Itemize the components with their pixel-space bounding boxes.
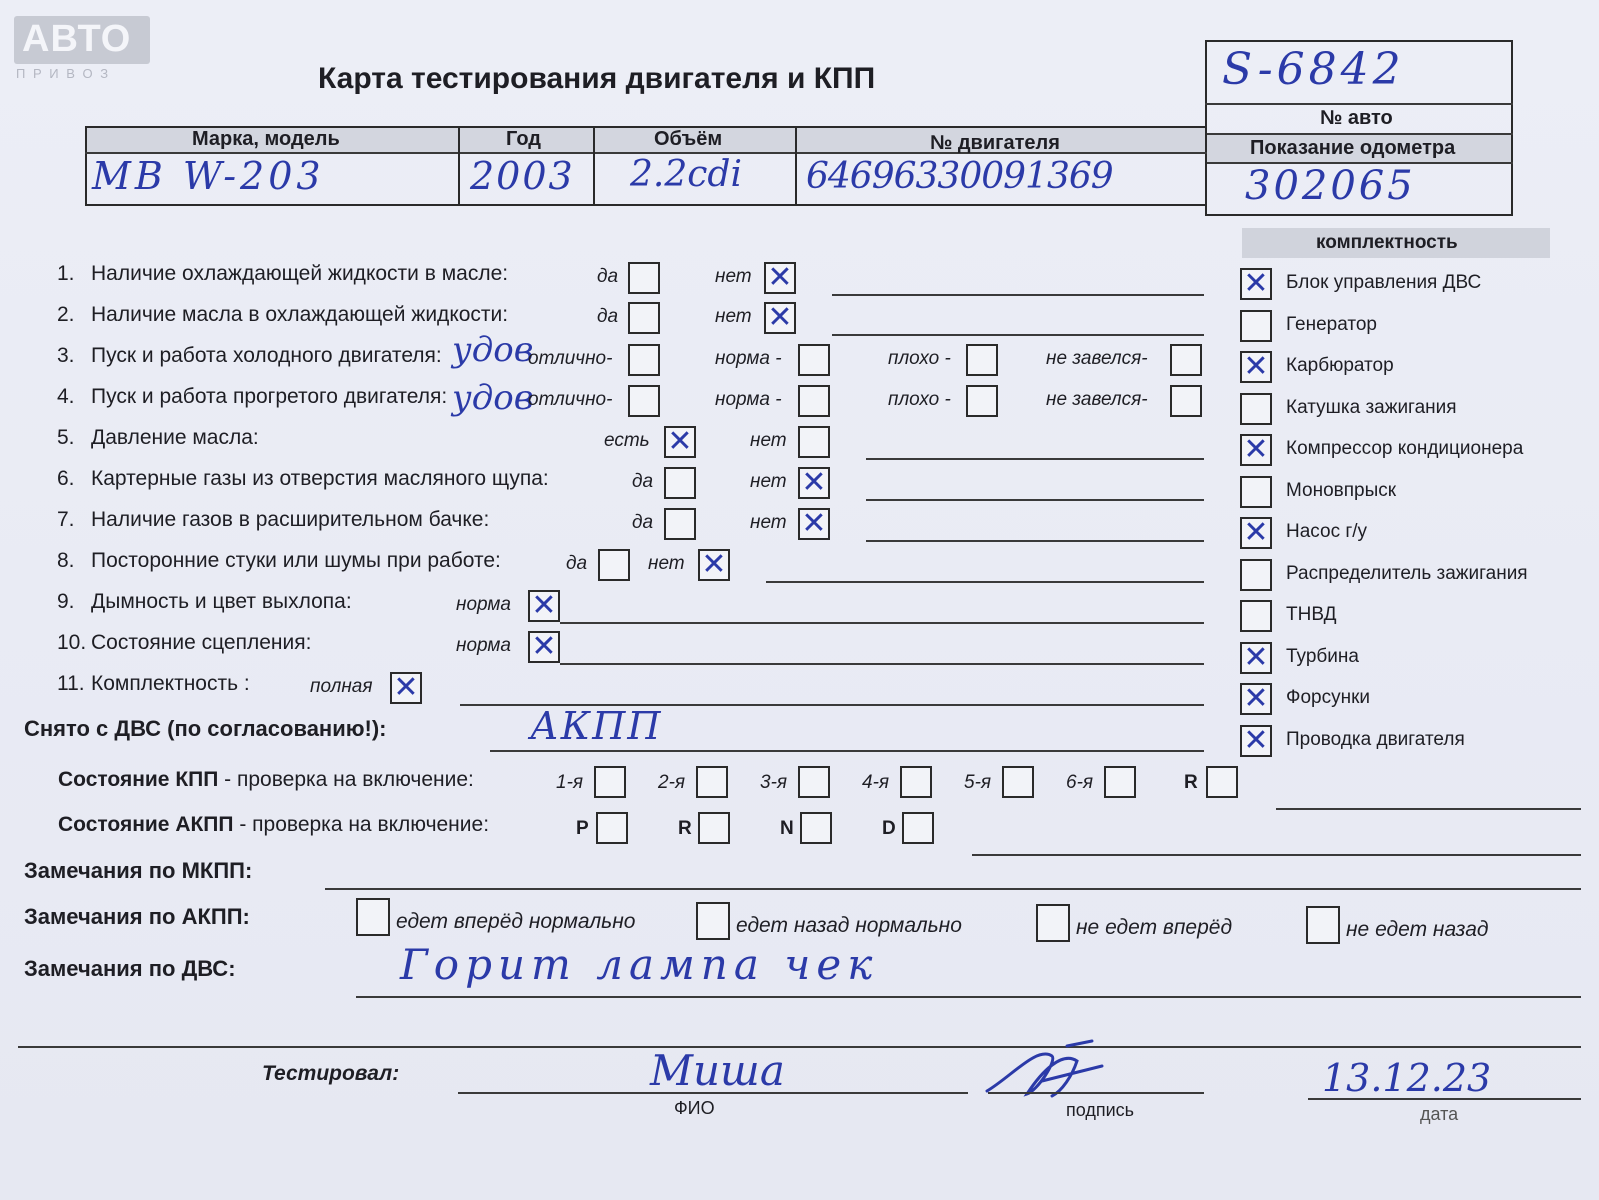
checkbox-checked[interactable] [798,467,830,499]
gear-label: 4-я [862,772,890,793]
checkbox[interactable] [966,385,998,417]
akpp-remark-checkbox[interactable] [696,902,730,940]
checkbox[interactable] [664,467,696,499]
completeness-checkbox[interactable] [1240,393,1272,425]
akpp-remark-checkbox[interactable] [1306,906,1340,944]
mode-label: R [678,818,692,839]
akpp-remark-checkbox[interactable] [356,898,390,936]
engine-number-value: 64696330091369 [806,156,1113,197]
completeness-checkbox[interactable] [1240,559,1272,591]
check-num: 9. [57,590,75,613]
option-label: плохо - [888,348,951,369]
checkbox[interactable] [628,344,660,376]
checkbox[interactable] [628,262,660,294]
gear-checkbox[interactable] [1002,766,1034,798]
gear-checkbox[interactable] [1104,766,1136,798]
completeness-checkbox-checked[interactable] [1240,351,1272,383]
check-text: Посторонние стуки или шумы при работе: [91,549,501,572]
check-num: 2. [57,303,75,326]
check-num: 4. [57,385,75,408]
option-label: норма [456,594,511,615]
checkbox[interactable] [798,426,830,458]
check-mark: ✕ [1243,349,1269,384]
gear-checkbox[interactable] [900,766,932,798]
completeness-checkbox-checked[interactable] [1240,268,1272,300]
completeness-item-label: Распределитель зажигания [1286,563,1528,584]
completeness-item-label: Катушка зажигания [1286,397,1457,418]
gear-checkbox[interactable] [696,766,728,798]
completeness-checkbox-checked[interactable] [1240,517,1272,549]
option-label: плохо - [888,389,951,410]
checkbox[interactable] [798,385,830,417]
completeness-item-label: Турбина [1286,646,1359,667]
logo-subtext: П Р И В О З [16,66,111,81]
odometer-label: Показание одометра [1250,137,1456,159]
checkbox-checked[interactable] [528,631,560,663]
option-label: не завелся- [1046,389,1148,410]
mkpp-remarks-label: Замечания по МКПП: [24,858,253,883]
dvs-remarks-value: Горит лампа чек [400,940,879,989]
check-text: Комплектность : [91,672,250,695]
completeness-checkbox-checked[interactable] [1240,725,1272,757]
akpp-remark-option: не едет назад [1346,918,1489,941]
check-mark: ✕ [1243,723,1269,758]
completeness-checkbox[interactable] [1240,600,1272,632]
checkbox-checked[interactable] [528,590,560,622]
check-mark: ✕ [531,629,557,664]
akpp-label-rest: - проверка на включение: [233,813,490,836]
brand-model-label: Марка, модель [192,128,340,150]
tester-name-value: Миша [650,1046,785,1095]
gear-label: 6-я [1066,772,1094,793]
checkbox-checked[interactable] [764,302,796,334]
mode-checkbox[interactable] [596,812,628,844]
check-mark: ✕ [1243,432,1269,467]
date-caption: дата [1420,1104,1459,1124]
option-label: отлично- [528,348,613,369]
check-mark: ✕ [1243,640,1269,675]
completeness-item-label: ТНВД [1286,604,1337,625]
check-num: 1. [57,262,75,285]
completeness-item-label: Моновпрыск [1286,480,1397,501]
car-number-value: S-6842 [1222,44,1405,95]
check-mark: ✕ [701,547,727,582]
volume-value: 2.2cdi [630,154,742,195]
option-label: да [597,306,619,327]
option-label: да [632,471,654,492]
year-value: 2003 [470,154,575,198]
kpp-label-bold: Состояние КПП [58,768,219,791]
logo-text: АВТО [22,18,132,60]
engine-number-label: № двигателя [930,132,1060,154]
gear-label: 3-я [760,772,788,793]
check-num: 6. [57,467,75,490]
check-text: Наличие охлаждающей жидкости в масле: [91,262,509,285]
gear-checkbox[interactable] [594,766,626,798]
option-label: отлично- [528,389,613,410]
checkbox[interactable] [664,508,696,540]
check-mark: ✕ [393,670,419,705]
mode-checkbox[interactable] [698,812,730,844]
akpp-remark-option: едет назад нормально [736,914,962,937]
check-text: Наличие масла в охлаждающей жидкости: [91,303,509,326]
option-label: норма - [715,389,782,410]
completeness-item-label: Насос г/у [1286,521,1368,542]
option-label: нет [715,266,752,287]
check-num: 5. [57,426,75,449]
checkbox[interactable] [966,344,998,376]
akpp-remark-option: не едет вперёд [1076,916,1233,939]
name-caption: ФИО [674,1098,715,1118]
option-label: да [566,553,588,574]
option-label: норма - [715,348,782,369]
mode-checkbox[interactable] [902,812,934,844]
checkbox[interactable] [1170,344,1202,376]
odometer-value: 302065 [1245,163,1416,209]
check-mark: ✕ [667,424,693,459]
completeness-checkbox[interactable] [1240,476,1272,508]
car-number-label: № авто [1320,107,1393,129]
option-label: нет [750,471,787,492]
check-text: Пуск и работа прогретого двигателя: [91,385,448,408]
check-mark: ✕ [767,300,793,335]
removed-value: АКПП [530,704,663,748]
check-mark: ✕ [1243,266,1269,301]
checkbox-checked[interactable] [390,672,422,704]
signature-caption: подпись [1066,1100,1135,1120]
check-mark: ✕ [1243,515,1269,550]
dvs-remarks-label: Замечания по ДВС: [24,956,236,981]
akpp-remarks-label: Замечания по АКПП: [24,904,250,929]
gear-checkbox[interactable] [798,766,830,798]
kpp-label-rest: - проверка на включение: [218,768,474,791]
avtoprivoz-logo [14,16,150,64]
kpp-label [58,768,474,792]
option-label: нет [750,512,787,533]
mode-label: P [576,818,589,839]
option-label: нет [715,306,752,327]
check-mark: ✕ [801,506,827,541]
removed-label: Снято с ДВС (по согласованию!): [24,716,387,741]
completeness-checkbox-checked[interactable] [1240,434,1272,466]
check-text: Состояние сцепления: [91,631,312,654]
page-title: Карта тестирования двигателя и КПП [318,62,876,95]
checkbox[interactable] [628,385,660,417]
checkbox[interactable] [798,344,830,376]
completeness-checkbox-checked[interactable] [1240,642,1272,674]
option-label: норма [456,635,511,656]
completeness-item-label: Генератор [1286,314,1377,335]
check-num: 8. [57,549,75,572]
completeness-title: комплектность [1316,232,1458,253]
completeness-item-label: Блок управления ДВС [1286,272,1482,293]
option-label: да [597,266,619,287]
checkbox-checked[interactable] [798,508,830,540]
gear-label: 2-я [658,772,686,793]
check-num: 3. [57,344,75,367]
checkbox[interactable] [598,549,630,581]
option-label: нет [648,553,685,574]
check-text: Пуск и работа холодного двигателя: [91,344,442,367]
akpp-remark-checkbox[interactable] [1036,904,1070,942]
checkbox[interactable] [628,302,660,334]
check-mark: ✕ [1243,681,1269,716]
volume-label: Объём [654,128,723,150]
handwritten-note: удов [452,330,534,370]
checkbox-checked[interactable] [764,262,796,294]
tested-by-label: Тестировал: [262,1062,400,1085]
date-value: 13.12.23 [1322,1056,1492,1100]
option-label: нет [750,430,787,451]
completeness-item-label: Форсунки [1286,687,1370,708]
completeness-item-label: Карбюратор [1286,355,1394,376]
brand-model-value: MB W-203 [92,154,325,198]
mode-checkbox[interactable] [800,812,832,844]
check-text: Дымность и цвет выхлопа: [91,590,352,613]
checkbox-checked[interactable] [698,549,730,581]
signature [982,1036,1122,1106]
option-label: не завелся- [1046,348,1148,369]
check-mark: ✕ [767,260,793,295]
check-num: 7. [57,508,75,531]
check-text: Картерные газы из отверстия масляного щупа: [91,467,549,490]
year-label: Год [506,128,541,150]
akpp-label-bold: Состояние АКПП [58,813,234,836]
checkbox-checked[interactable] [664,426,696,458]
check-text: Наличие газов в расширительном бачке: [91,508,490,531]
mode-label: D [882,818,896,839]
completeness-item-label: Компрессор кондиционера [1286,438,1524,459]
option-label: есть [604,430,650,451]
handwritten-note: удов [452,378,534,418]
akpp-label [58,813,489,837]
gear-label: 1-я [556,772,584,793]
mode-label: N [780,818,794,839]
gear-checkbox[interactable] [1206,766,1238,798]
check-text: Давление масла: [91,426,259,449]
completeness-checkbox-checked[interactable] [1240,683,1272,715]
completeness-checkbox[interactable] [1240,310,1272,342]
gear-label: 5-я [964,772,992,793]
checkbox[interactable] [1170,385,1202,417]
gear-label: R [1184,772,1198,793]
akpp-remark-option: едет вперёд нормально [396,910,636,933]
check-num: 11. [57,672,85,695]
option-label: да [632,512,654,533]
check-num: 10. [57,631,87,654]
check-mark: ✕ [531,588,557,623]
option-label: полная [310,676,373,697]
completeness-item-label: Проводка двигателя [1286,729,1465,750]
check-mark: ✕ [801,465,827,500]
